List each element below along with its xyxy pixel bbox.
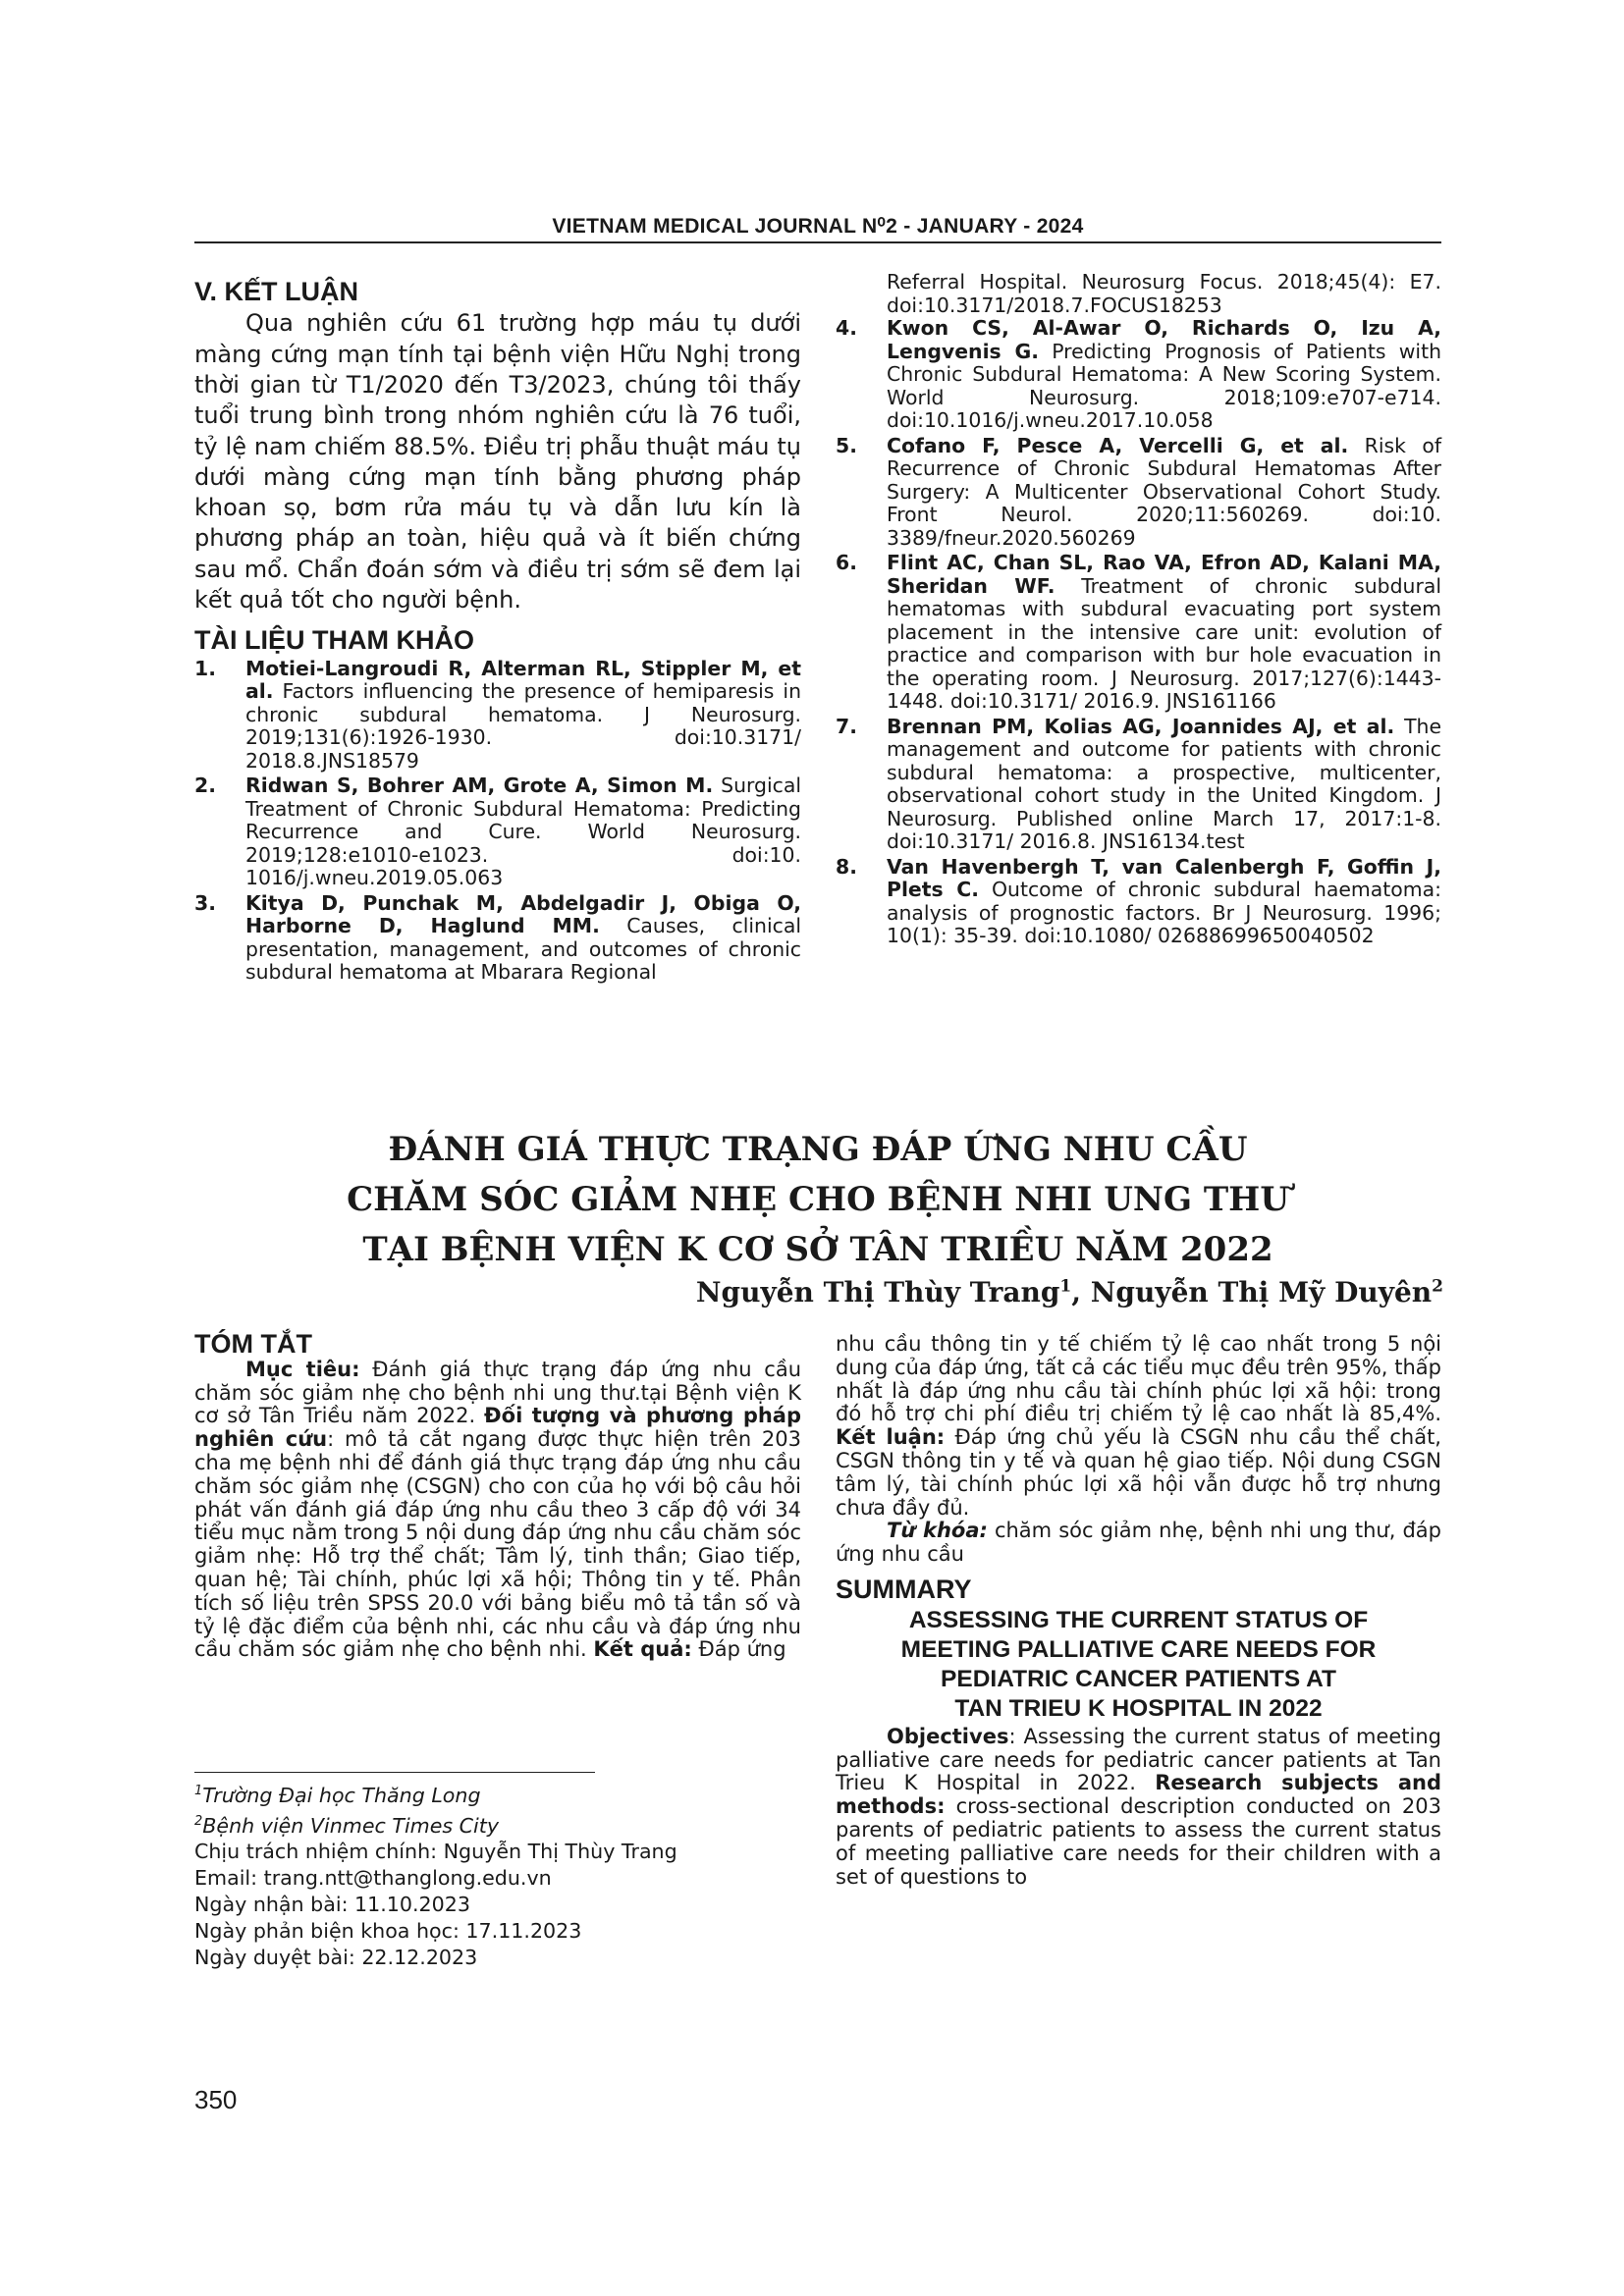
right-column-top — [836, 271, 1441, 948]
responsible-author: Chịu trách nhiệm chính: Nguyễn Thị Thùy Trang — [194, 1840, 677, 1864]
references-list-right — [836, 271, 1441, 948]
abstract-body-continued: nhu cầu thông tin y tế chiếm tỷ lệ cao nhất trong 5 nội dung của đáp ứng, tất cả các tiểu mục đều trên 95%, thấp nhất là đáp ứng nhu cầu tài chính phúc lợi xã hội: trong đó hỗ trợ chi phí điều trị chiếm tỷ lệ cao nhất là 85,4%. Kết luận: Đáp ứng chủ yếu là CSGN nhu cầu thể chất, CSGN thông tin y tế và quan hệ giao tiếp. Nội dung CSGN tâm lý, tài chính phúc lợi xã hội vẫn được hỗ trợ nhưng chưa đầy đủ. — [836, 1332, 1441, 1520]
footnotes — [194, 1779, 803, 1970]
reference-item: 7. Brennan PM, Kolias AG, Joannides AJ, et al. The management and outcome for patients with chronic subdural hematoma: a prospective, multicenter, observational cohort study in the United Kingdom. J Neurosurg. Published online March 17, 2017:1-8. doi:10.3171/ 2016.8. JNS16134.test — [836, 714, 1442, 853]
article-title-line: ĐÁNH GIÁ THỰC TRẠNG ĐÁP ỨNG NHU CẦU — [388, 1130, 1248, 1169]
keywords: Từ khóa: chăm sóc giảm nhẹ, bệnh nhi ung thư, đáp ứng nhu cầu — [836, 1519, 1441, 1567]
abstract-vi — [194, 1329, 802, 1662]
reference-item: 6. Flint AC, Chan SL, Rao VA, Efron AD, Kalani MA, Sheridan WF. Treatment of chronic subdural hematomas with subdural evacuating port system placement in the intensive care unit: evolution of practice and comparison with bur hole evacuation in the operating room. J Neurosurg. 2017;127(6):1443-1448. doi:10.3171/ 2016.9. JNS161166 — [836, 551, 1441, 713]
date-reviewed: Ngày phản biện khoa học: 17.11.2023 — [194, 1918, 582, 1943]
affiliation-2: $^2$Bệnh viện Vinmec Times City — [194, 1813, 500, 1838]
footnote-rule — [194, 1772, 595, 1773]
abstract-heading: TÓM TẮT — [194, 1329, 312, 1359]
reference-item: 4. Kwon CS, Al-Awar O, Richards O, Izu A, Lengvenis G. Predicting Prognosis of Patients with Chronic Subdural Hematoma: A New Scoring System. World Neurosurg. 2018;109:e707-e714. doi:10.1016/j.wneu.2017.10.058 — [836, 316, 1441, 432]
summary-body: Objectives: Assessing the current status of meeting palliative care needs for pediatric cancer patients at Tan Trieu K Hospital in 2022. Research subjects and methods: cross-sectional description conducted on 203 parents of pediatric patients to assess the current status of meeting palliative care needs for their children with a set of questions to — [836, 1724, 1442, 1889]
right-column-bottom — [836, 1333, 1441, 1889]
summary-title: ASSESSING THE CURRENT STATUS OF MEETING PALLIATIVE CARE NEEDS FOR PEDIATRIC CANCER PATIENTS AT TAN TRIEU K HOSPITAL IN 2022 — [900, 1606, 1377, 1722]
reference-item: 2. Ridwan S, Bohrer AM, Grote A, Simon M. Surgical Treatment of Chronic Subdural Hematoma: Predicting Recurrence and Cure. World Neurosurg. 2019;128:e1010-e1023. doi:10. 1016/j.wneu.2019.05.063 — [194, 774, 801, 890]
references-list-left — [194, 658, 801, 985]
article-title-line: CHĂM SÓC GIẢM NHẸ CHO BỆNH NHI UNG THƯ — [347, 1180, 1289, 1219]
header-rule — [194, 241, 1441, 243]
affiliation-1: $^1$Trường Đại học Thăng Long — [194, 1783, 481, 1807]
reference-item: 5. Cofano F, Pesce A, Vercelli G, et al. Risk of Recurrence of Chronic Subdural Hematomas After Surgery: A Multicenter Observational Cohort Study. Front Neurol. 2020;11:560269. doi:10. 3389/fneur.2020.560269 — [836, 433, 1441, 550]
abstract-body: Mục tiêu: Đánh giá thực trạng đáp ứng nhu cầu chăm sóc giảm nhẹ cho bệnh nhi ung thư.tại Bệnh viện K cơ sở Tân Triều năm 2022. Đối tượng và phương pháp nghiên cứu: mô tả cắt ngang được thực hiện trên 203 cha mẹ bệnh nhi để đánh giá thực trạng đáp ứng nhu cầu chăm sóc giảm nhẹ (CSGN) cho con của họ với bộ câu hỏi phát vấn đánh giá đáp ứng nhu cầu theo 3 cấp độ với 34 tiểu mục nằm trong 5 nội dung đáp ứng nhu cầu chăm sóc giảm nhẹ: Hỗ trợ thể chất; Tâm lý, tinh thần; Giao tiếp, quan hệ; Tài chính, phúc lợi xã hội; Thông tin y tế. Phân tích số liệu trên SPSS 20.0 với bảng biểu mô tả tần số và tỷ lệ đặc điểm của bệnh nhi, các nhu cầu và đáp ứng nhu cầu chăm sóc giảm nhẹ cho bệnh nhi. Kết quả: Đáp ứng — [194, 1357, 802, 1662]
conclusion-heading: V. KẾT LUẬN — [194, 277, 359, 306]
article-title — [194, 1125, 1441, 1275]
date-received: Ngày nhận bài: 11.10.2023 — [194, 1892, 470, 1916]
page-number: 350 — [194, 2085, 238, 2114]
article-authors: Nguyễn Thị Thùy Trang$^1$, Nguyễn Thị Mỹ Duyên$^2$ — [695, 1276, 1443, 1308]
reference-item: 1. Motiei-Langroudi R, Alterman RL, Stippler M, et al. Factors influencing the presence of hemiparesis in chronic subdural hematoma. J Neurosurg. 2019;131(6):1926-1930. doi:10.3171/ 2018.8.JNS18579 — [194, 656, 801, 773]
summary-heading: SUMMARY — [836, 1574, 972, 1604]
references-heading: TÀI LIỆU THAM KHẢO — [194, 625, 474, 656]
left-column-top — [194, 279, 801, 985]
reference-item-continued: Referral Hospital. Neurosurg Focus. 2018;45(4): E7. doi:10.3171/2018.7.FOCUS18253 — [887, 270, 1441, 317]
email: Email: trang.ntt@thanglong.edu.vn — [194, 1866, 552, 1891]
running-header: VIETNAM MEDICAL JOURNAL N⁰2 - JANUARY - 2024 — [552, 215, 1084, 238]
date-approved: Ngày duyệt bài: 22.12.2023 — [194, 1945, 478, 1969]
article-title-line: TẠI BỆNH VIỆN K CƠ SỞ TÂN TRIỀU NĂM 2022 — [362, 1230, 1273, 1269]
reference-item: 3. Kitya D, Punchak M, Abdelgadir J, Obiga O, Harborne D, Haglund MM. Causes, clinical presentation, management, and outcomes of chronic subdural hematoma at Mbarara Regional — [194, 890, 801, 985]
reference-item: 8. Van Havenbergh T, van Calenbergh F, Goffin J, Plets C. Outcome of chronic subdural haematoma: analysis of prognostic factors. Br J Neurosurg. 1996; 10(1): 35-39. doi:10.1080/ 02688699650040502 — [836, 854, 1441, 947]
conclusion-paragraph: Qua nghiên cứu 61 trường hợp máu tụ dưới màng cứng mạn tính tại bệnh viện Hữu Nghị trong thời gian từ T1/2020 đến T3/2023, chúng tôi thấy tuổi trung bình trong nhóm nghiên cứu là 76 tuổi, tỷ lệ nam chiếm 88.5%. Điều trị phẫu thuật máu tụ dưới màng cứng mạn tính bằng phương pháp khoan sọ, bơm rửa máu tụ và dẫn lưu kín là phương pháp an toàn, hiệu quả và ít biến chứng sau mổ. Chẩn đoán sớm và điều trị sớm sẽ đem lại kết quả tốt cho người bệnh. — [194, 309, 801, 614]
